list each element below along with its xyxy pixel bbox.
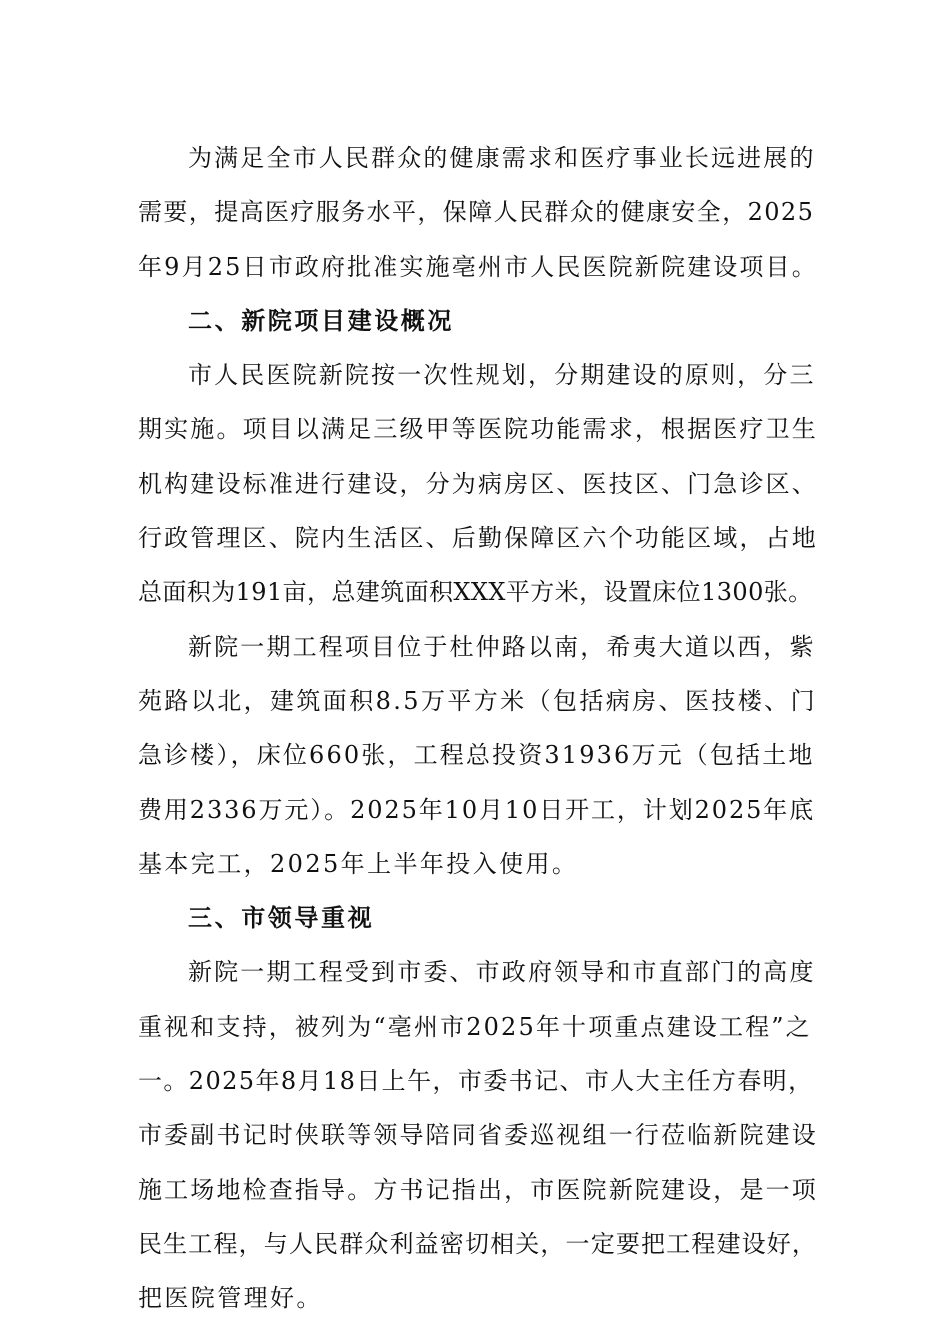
paragraph-line: 新院一期工程项目位于杜仲路以南，希夷大道以西，紫 [188, 632, 816, 661]
paragraph-line: 急诊楼），床位660张，工程总投资31936万元（包括土地 [138, 741, 815, 770]
overview-paragraph [138, 348, 818, 619]
section-heading-leadership [138, 891, 818, 945]
section-heading-overview [138, 294, 818, 348]
paragraph-line: 新院一期工程受到市委、市政府领导和市直部门的高度 [188, 958, 816, 987]
paragraph-line: 基本完工，2025年上半年投入使用。 [138, 849, 579, 878]
leadership-paragraph [138, 945, 818, 1325]
paragraph-line: 总面积为191亩，总建筑面积XXX平方米，设置床位1300张。 [138, 578, 813, 607]
paragraph-line: 苑路以北，建筑面积8.5万平方米（包括病房、医技楼、门 [138, 686, 817, 715]
phase-one-paragraph [138, 620, 818, 891]
paragraph-line: 把医院管理好。 [138, 1284, 323, 1313]
section-heading: 三、市领导重视 [188, 903, 375, 933]
paragraph-line: 市人民医院新院按一次性规划，分期建设的原则，分三 [188, 361, 816, 390]
paragraph-line: 市委副书记时侠联等领导陪同省委巡视组一行莅临新院建设 [138, 1121, 818, 1150]
document-body [138, 131, 818, 1326]
paragraph-line: 年9月25日市政府批准实施亳州市人民医院新院建设项目。 [138, 252, 818, 281]
paragraph-line: 重视和支持，被列为“亳州市2025年十项重点建设工程”之 [138, 1012, 812, 1041]
paragraph-line: 需要，提高医疗服务水平，保障人民群众的健康安全，2025 [138, 198, 815, 227]
paragraph-line: 施工场地检查指导。方书记指出，市医院新院建设，是一项 [138, 1175, 818, 1204]
paragraph-line: 期实施。项目以满足三级甲等医院功能需求，根据医疗卫生 [138, 415, 818, 444]
paragraph-line: 为满足全市人民群众的健康需求和医疗事业长远进展的 [188, 144, 816, 172]
section-heading: 二、新院项目建设概况 [188, 305, 454, 335]
paragraph-line: 费用2336万元）。2025年10月10日开工，计划2025年底 [138, 795, 816, 824]
paragraph-line: 机构建设标准进行建设，分为病房区、医技区、门急诊区、 [138, 469, 818, 498]
intro-paragraph [138, 131, 818, 294]
paragraph-line: 民生工程，与人民群众利益密切相关，一定要把工程建设好， [138, 1229, 818, 1258]
paragraph-line: 一。2025年8月18日上午，市委书记、市人大主任方春明， [138, 1067, 814, 1096]
paragraph-line: 行政管理区、院内生活区、后勤保障区六个功能区域，占地 [138, 524, 818, 553]
